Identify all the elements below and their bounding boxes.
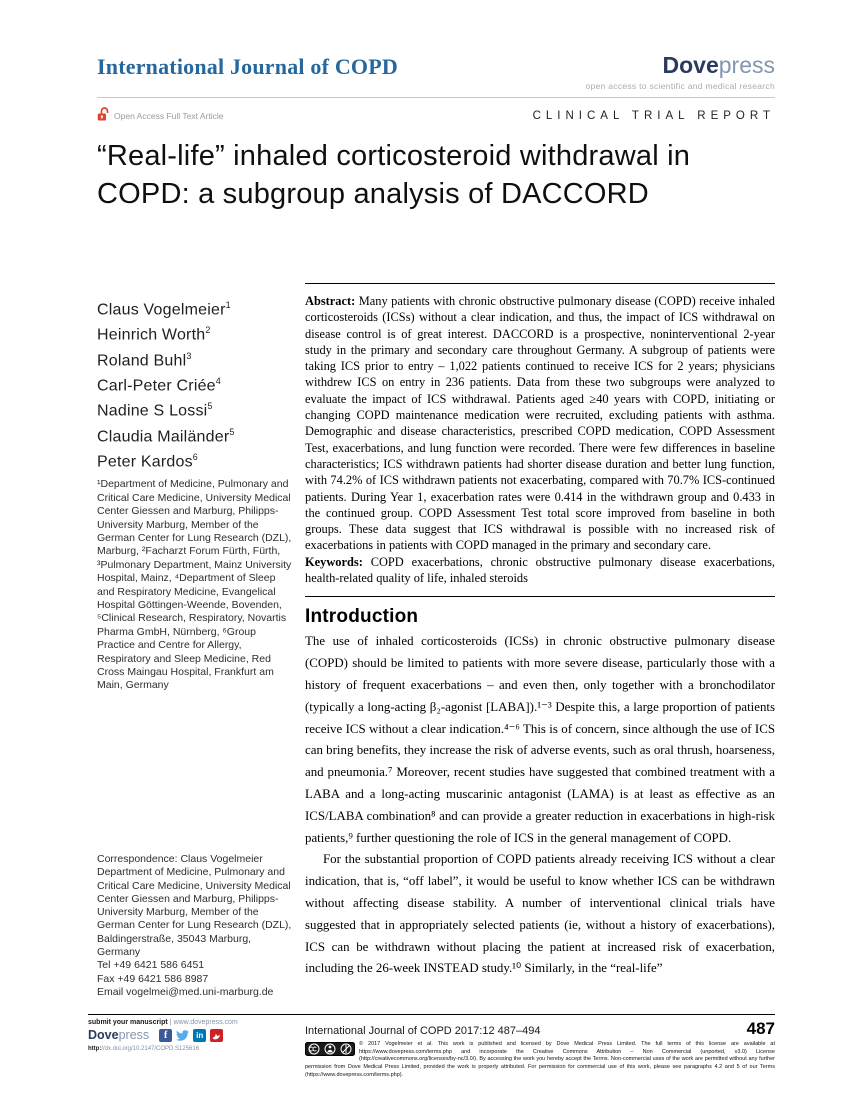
right-column bbox=[305, 283, 775, 1012]
submit-manuscript-line bbox=[88, 1019, 305, 1026]
doi-link[interactable] bbox=[88, 1046, 305, 1052]
author-name: Heinrich Worth bbox=[97, 326, 206, 344]
footer-left bbox=[88, 1019, 305, 1079]
license-block bbox=[305, 1041, 775, 1079]
author-name: Nadine S Lossi bbox=[97, 402, 208, 420]
author-row bbox=[97, 371, 295, 396]
author-row bbox=[97, 320, 295, 345]
author-name: Claudia Mailänder bbox=[97, 427, 230, 445]
publisher-tagline: open access to scientific and medical research bbox=[585, 81, 775, 91]
license-text: © 2017 Vogelmeier et al. This work is published and licensed by Dove Medical Press Limited. The full terms of this license are available at https://www.dovepress.com/terms.php and incorporate the Creative Commons Attribution – Non Commercial (unported, v3.0) License (http://creativecommons.org/licenses/by-nc/3.0/). By accessing the work you hereby accept the Terms. Non-commercial uses of the work are permitted without any further permission from Dove Medical Press Limited, provided the work is properly attributed. For permission for commercial use of this work, please see paragraphs 4.2 and 5 of our Terms (https://www.dovepress.com/terms.php). bbox=[305, 1041, 775, 1078]
page-footer bbox=[88, 1014, 775, 1079]
footer-right bbox=[305, 1019, 775, 1079]
article-body bbox=[97, 283, 775, 1012]
affiliations-text: ¹Department of Medicine, Pulmonary and Critical Care Medicine, University Medical Center Giessen and Marburg, Philipps-University Marburg, Member of the German Center for Lung Research (DZL), Marburg, ²Facharzt Forum Fürth, Fürth, ³Pulmonary Department, Mainz University Hospital, Mainz, ⁴Department of Sleep and Respiratory Medicine, Evangelical Hospital Göttingen-Weende, Bovenden, ⁵Clinical Research, Respiratory, Novartis Pharma GmbH, Nürnberg, ⁶Group Practice and Centre for Allergy, Respiratory and Sleep Medicine, Red Cross Maingau Hospital, Frankfurt am Main, Germany bbox=[97, 478, 292, 692]
correspondence-fax: Fax +49 6421 586 8987 bbox=[97, 972, 209, 985]
authors-list bbox=[97, 295, 295, 472]
dove-wordmark: Dove bbox=[662, 52, 719, 78]
author-superscript: 5 bbox=[207, 401, 213, 412]
author-superscript: 5 bbox=[229, 426, 235, 437]
dove-wordmark: Dove bbox=[88, 1028, 119, 1043]
separator: | bbox=[169, 1019, 172, 1026]
author-name: Claus Vogelmeier bbox=[97, 301, 226, 319]
linkedin-icon[interactable] bbox=[193, 1029, 206, 1042]
badge-row bbox=[97, 107, 775, 124]
twitter-icon[interactable] bbox=[176, 1029, 189, 1042]
section-divider bbox=[305, 596, 775, 597]
dovepress-wordmark bbox=[585, 54, 775, 77]
journal-logo: International Journal of COPD bbox=[97, 54, 398, 79]
press-wordmark: press bbox=[718, 52, 775, 78]
keywords-paragraph bbox=[305, 554, 775, 587]
correspondence-address: Department of Medicine, Pulmonary and Critical Care Medicine, University Medical Center Giessen and Marburg, Philipps-University Marburg, Member of the German Center for Lung Research (DZL), Baldingerstraße, 35043 Marburg, Germany bbox=[97, 866, 292, 959]
author-row bbox=[97, 422, 295, 447]
author-row bbox=[97, 346, 295, 371]
author-name: Carl-Peter Criée bbox=[97, 377, 216, 395]
author-superscript: 6 bbox=[192, 451, 199, 462]
keywords-label: Keywords: bbox=[305, 554, 363, 569]
page-number: 487 bbox=[746, 1019, 775, 1038]
press-wordmark: press bbox=[118, 1028, 150, 1043]
open-access-label: Open Access Full Text Article bbox=[114, 110, 224, 121]
introduction-paragraph-1: The use of inhaled corticosteroids (ICSs) in chronic obstructive pulmonary disease (COPD) should be limited to patients with more severe disease, particularly those with a history of frequent exacerbations – and even then, only together with a bronchodilator (typically a long-acting β₂-agonist [LABA]).¹⁻³ Despite this, a large proportion of patients receive ICS without a clear indication.⁴⁻⁶ This is of concern, since although the use of ICS can bring benefits, they increase the risk of adverse events, such as oral thrush, hoarseness, and pneumonia.⁷ Moreover, recent studies have suggested that combined treatment with a LABA and a long-acting muscarinic antagonist (LAMA) is at least as effective as an ICS/LABA combination⁸ and can provide a greater reduction in exacerbations in high-risk patients,⁹ further questioning the role of ICS in the general management of COPD. bbox=[305, 634, 775, 845]
footer-dovepress-logo bbox=[88, 1029, 149, 1042]
article-type-label: CLINICAL TRIAL REPORT bbox=[532, 109, 775, 122]
submit-label: submit your manuscript bbox=[88, 1019, 168, 1026]
doi-path: //dx.doi.org/10.2147/COPD.S125616 bbox=[101, 1046, 200, 1052]
author-superscript: 4 bbox=[215, 375, 222, 386]
dovepress-url-link[interactable]: www.dovepress.com bbox=[173, 1019, 238, 1026]
facebook-icon[interactable] bbox=[159, 1029, 172, 1042]
author-superscript: 3 bbox=[186, 350, 192, 361]
abstract-paragraph bbox=[305, 293, 775, 554]
masthead bbox=[97, 54, 775, 91]
introduction-heading: Introduction bbox=[305, 606, 419, 628]
header-divider bbox=[97, 97, 775, 98]
author-superscript: 2 bbox=[205, 325, 211, 336]
dovepress-social-icon[interactable] bbox=[210, 1029, 223, 1042]
article-title: “Real-life” inhaled corticosteroid withdrawal in COPD: a subgroup analysis of DACCORD bbox=[97, 140, 691, 210]
publisher-logo bbox=[585, 54, 775, 91]
doi-scheme: http: bbox=[88, 1046, 102, 1052]
left-column bbox=[97, 283, 295, 1012]
author-row bbox=[97, 396, 295, 421]
open-access-badge bbox=[97, 107, 223, 124]
correspondence-block bbox=[97, 853, 295, 999]
introduction-paragraph-2: For the substantial proportion of COPD patients already receiving ICS without a clear indication, that is, “off label”, it would be useful to know whether ICS can be withdrawn without affecting disease stability. A number of interventional clinical trials have suggested that in appropriately selected patients (ie, without a history of exacerbations), ICS can be withdrawn without placing the patient at increased risk of exacerbation, including the 26-week INSTEAD study.¹⁰ Similarly, in the “real-life” bbox=[305, 852, 775, 976]
abstract-label: Abstract: bbox=[305, 294, 356, 308]
facebook-glyph: f bbox=[163, 1030, 168, 1041]
open-access-lock-icon bbox=[97, 107, 109, 124]
linkedin-glyph: in bbox=[196, 1031, 204, 1040]
author-name: Peter Kardos bbox=[97, 453, 193, 471]
abstract-text: Many patients with chronic obstructive pulmonary disease (COPD) receive inhaled corticosteroids (ICSs) without a clear indication, and thus, the impact of ICS withdrawal on disease control is of great interest. DACCORD is a prospective, noninterventional 2-year study in the primary and secondary care throughout Germany. A subgroup of patients were taking ICS prior to entry – 1,022 patients continued to receive ICS for 2 years; physicians withdrew ICS on entry in 236 patients. Data from these two subgroups were analyzed to evaluate the impact of ICS withdrawal. Patients aged ≥40 years with COPD, initiating or changing COPD maintenance medication were recruited, excluding patients with asthma. Demographic and disease characteristics, prescribed COPD medication, COPD Assessment Test, exacerbations, and lung function were recorded. There were few differences in baseline characteristics; ICS withdrawn patients had shorter disease duration and better lung function, with 74.2% of ICS withdrawn patients not exacerbating, compared with 70.7% ICS-continued patients. During Year 1, exacerbation rates were 0.414 in the withdrawn group and 0.433 in the continued group. COPD Assessment Test total score improved from baseline in both groups. These data suggest that ICS withdrawal is possible with no increased risk of exacerbations in patients with COPD managed in the primary and secondary care. bbox=[305, 294, 775, 553]
author-superscript: 1 bbox=[225, 300, 231, 310]
keywords-text: COPD exacerbations, chronic obstructive pulmonary disease exacerbations, health-related quality of life, inhaled steroids bbox=[305, 554, 775, 586]
correspondence-line: Correspondence: Claus Vogelmeier bbox=[97, 853, 263, 865]
author-row bbox=[97, 447, 295, 472]
cc-license-icon bbox=[305, 1042, 355, 1060]
correspondence-email[interactable]: Email vogelmei@med.uni-marburg.de bbox=[97, 985, 274, 998]
author-row bbox=[97, 295, 295, 320]
correspondence-tel: Tel +49 6421 586 6451 bbox=[97, 959, 205, 972]
journal-citation: International Journal of COPD 2017:12 487–494 bbox=[305, 1025, 541, 1037]
author-name: Roland Buhl bbox=[97, 351, 187, 369]
